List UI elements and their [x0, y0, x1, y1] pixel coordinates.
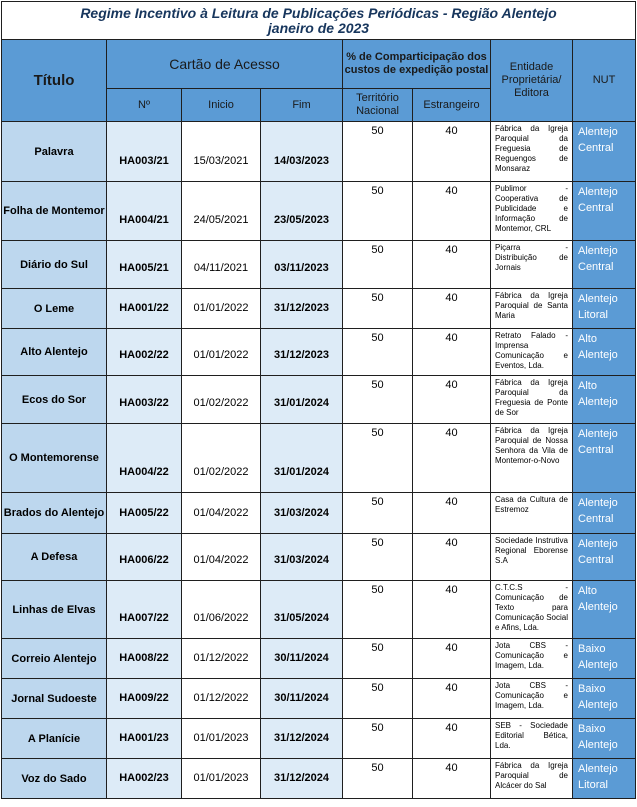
nut-cell: Baixo Alentejo — [573, 719, 636, 759]
num-cell: HA001/23 — [107, 719, 182, 759]
titulo-cell: Correio Alentejo — [2, 639, 107, 679]
fim-cell: 23/05/2023 — [261, 182, 343, 241]
entidade-cell: SEB - Sociedade Editorial Bética, Lda. — [491, 719, 573, 759]
estrangeiro-cell: 40 — [413, 424, 491, 493]
table-row — [2, 534, 636, 581]
inicio-cell: 01/01/2023 — [182, 719, 261, 759]
territorio-cell: 50 — [343, 424, 413, 493]
inicio-cell: 01/12/2022 — [182, 679, 261, 719]
num-cell: HA003/21 — [107, 122, 182, 182]
num-cell: HA002/23 — [107, 759, 182, 799]
num-cell: HA007/22 — [107, 581, 182, 639]
header-num: Nº — [107, 89, 182, 122]
territorio-cell: 50 — [343, 122, 413, 182]
inicio-cell: 01/02/2022 — [182, 424, 261, 493]
table-row — [2, 182, 636, 241]
titulo-cell: Alto Alentejo — [2, 329, 107, 376]
fim-cell: 31/12/2023 — [261, 329, 343, 376]
fim-cell: 31/03/2024 — [261, 493, 343, 534]
nut-cell: Alentejo Central — [573, 122, 636, 182]
titulo-cell: O Leme — [2, 289, 107, 329]
estrangeiro-cell: 40 — [413, 493, 491, 534]
titulo-cell: A Defesa — [2, 534, 107, 581]
num-cell: HA001/22 — [107, 289, 182, 329]
estrangeiro-cell: 40 — [413, 759, 491, 799]
inicio-cell: 04/11/2021 — [182, 241, 261, 289]
entidade-cell: Fábrica da Igreja Paroquial de Nossa Senhora da Vila de Montemor-o-Novo — [491, 424, 573, 493]
estrangeiro-cell: 40 — [413, 581, 491, 639]
num-cell: HA005/21 — [107, 241, 182, 289]
num-cell: HA008/22 — [107, 639, 182, 679]
nut-cell: Alentejo Litoral — [573, 289, 636, 329]
inicio-cell: 01/04/2022 — [182, 493, 261, 534]
title-line-2: janeiro de 2023 — [267, 20, 370, 36]
entidade-cell: Publimor - Cooperativa de Publicidade e Informação de Montemor, CRL — [491, 182, 573, 241]
estrangeiro-cell: 40 — [413, 534, 491, 581]
nut-cell: Alto Alentejo — [573, 581, 636, 639]
titulo-cell: Folha de Montemor — [2, 182, 107, 241]
nut-cell: Alentejo Central — [573, 424, 636, 493]
territorio-cell: 50 — [343, 241, 413, 289]
table-row — [2, 719, 636, 759]
header-territorio: Território Nacional — [343, 89, 413, 122]
num-cell: HA002/22 — [107, 329, 182, 376]
header-estrangeiro: Estrangeiro — [413, 89, 491, 122]
header-inicio: Inicio — [182, 89, 261, 122]
page-title — [2, 2, 636, 40]
nut-cell: Alto Alentejo — [573, 329, 636, 376]
num-cell: HA009/22 — [107, 679, 182, 719]
header-cartao-acesso: Cartão de Acesso — [107, 40, 343, 89]
inicio-cell: 24/05/2021 — [182, 182, 261, 241]
fim-cell: 31/12/2024 — [261, 759, 343, 799]
inicio-cell: 01/12/2022 — [182, 639, 261, 679]
fim-cell: 14/03/2023 — [261, 122, 343, 182]
territorio-cell: 50 — [343, 376, 413, 424]
num-cell: HA006/22 — [107, 534, 182, 581]
titulo-cell: O Montemorense — [2, 424, 107, 493]
estrangeiro-cell: 40 — [413, 679, 491, 719]
entidade-cell: Fábrica da Igreja Paroquial de Alcácer do Sal — [491, 759, 573, 799]
num-cell: HA005/22 — [107, 493, 182, 534]
nut-cell: Alentejo Litoral — [573, 759, 636, 799]
entidade-cell: Fábrica da Igreja Paroquial da Freguesia de Reguengos de Monsaraz — [491, 122, 573, 182]
fim-cell: 30/11/2024 — [261, 639, 343, 679]
table-row — [2, 241, 636, 289]
fim-cell: 30/11/2024 — [261, 679, 343, 719]
territorio-cell: 50 — [343, 534, 413, 581]
entidade-cell: Casa da Cultura de Estremoz — [491, 493, 573, 534]
estrangeiro-cell: 40 — [413, 289, 491, 329]
inicio-cell: 01/01/2022 — [182, 289, 261, 329]
estrangeiro-cell: 40 — [413, 122, 491, 182]
nut-cell: Alentejo Central — [573, 534, 636, 581]
inicio-cell: 15/03/2021 — [182, 122, 261, 182]
titulo-cell: Ecos do Sor — [2, 376, 107, 424]
fim-cell: 31/12/2024 — [261, 719, 343, 759]
territorio-cell: 50 — [343, 759, 413, 799]
header-comparticipacao: % de Comparticipação dos custos de expedição postal — [343, 40, 491, 89]
estrangeiro-cell: 40 — [413, 182, 491, 241]
nut-cell: Alentejo Central — [573, 182, 636, 241]
fim-cell: 31/05/2024 — [261, 581, 343, 639]
fim-cell: 31/12/2023 — [261, 289, 343, 329]
num-cell: HA003/22 — [107, 376, 182, 424]
table-row — [2, 376, 636, 424]
entidade-cell: Jota CBS - Comunicação e Imagem, Lda. — [491, 679, 573, 719]
territorio-cell: 50 — [343, 581, 413, 639]
territorio-cell: 50 — [343, 182, 413, 241]
fim-cell: 03/11/2023 — [261, 241, 343, 289]
territorio-cell: 50 — [343, 679, 413, 719]
num-cell: HA004/22 — [107, 424, 182, 493]
titulo-cell: Palavra — [2, 122, 107, 182]
titulo-cell: Linhas de Elvas — [2, 581, 107, 639]
entidade-cell: Retrato Falado - Imprensa Comunicação e Eventos, Lda. — [491, 329, 573, 376]
nut-cell: Alentejo Central — [573, 241, 636, 289]
num-cell: HA004/21 — [107, 182, 182, 241]
fim-cell: 31/01/2024 — [261, 424, 343, 493]
territorio-cell: 50 — [343, 639, 413, 679]
estrangeiro-cell: 40 — [413, 639, 491, 679]
estrangeiro-cell: 40 — [413, 376, 491, 424]
table-row — [2, 122, 636, 182]
inicio-cell: 01/01/2022 — [182, 329, 261, 376]
territorio-cell: 50 — [343, 329, 413, 376]
table-row — [2, 759, 636, 799]
table-row — [2, 329, 636, 376]
header-row-1 — [2, 40, 636, 89]
entidade-cell: Fábrica da Igreja Paroquial da Freguesia de Ponte de Sor — [491, 376, 573, 424]
title-line-1: Regime Incentivo à Leitura de Publicações Periódicas - Região Alentejo — [80, 5, 557, 21]
table-row — [2, 493, 636, 534]
titulo-cell: Brados do Alentejo — [2, 493, 107, 534]
entidade-cell: Piçarra - Distribuição de Jornais — [491, 241, 573, 289]
table-row — [2, 679, 636, 719]
table-row — [2, 289, 636, 329]
table-row — [2, 581, 636, 639]
estrangeiro-cell: 40 — [413, 719, 491, 759]
table-row — [2, 424, 636, 493]
header-entidade: Entidade Proprietária/ Editora — [491, 40, 573, 122]
title-row — [2, 2, 636, 40]
header-titulo: Título — [2, 40, 107, 122]
table-row — [2, 639, 636, 679]
header-nut: NUT — [573, 40, 636, 122]
nut-cell: Baixo Alentejo — [573, 679, 636, 719]
nut-cell: Alto Alentejo — [573, 376, 636, 424]
entidade-cell: Fábrica da Igreja Paroquial de Santa Maria — [491, 289, 573, 329]
titulo-cell: Diário do Sul — [2, 241, 107, 289]
fim-cell: 31/03/2024 — [261, 534, 343, 581]
nut-cell: Alentejo Central — [573, 493, 636, 534]
header-fim: Fim — [261, 89, 343, 122]
inicio-cell: 01/02/2022 — [182, 376, 261, 424]
nut-cell: Baixo Alentejo — [573, 639, 636, 679]
inicio-cell: 01/04/2022 — [182, 534, 261, 581]
territorio-cell: 50 — [343, 289, 413, 329]
estrangeiro-cell: 40 — [413, 329, 491, 376]
titulo-cell: A Planície — [2, 719, 107, 759]
entidade-cell: Jota CBS - Comunicação e Imagem, Lda. — [491, 639, 573, 679]
inicio-cell: 01/06/2022 — [182, 581, 261, 639]
titulo-cell: Jornal Sudoeste — [2, 679, 107, 719]
titulo-cell: Voz do Sado — [2, 759, 107, 799]
publications-table — [1, 1, 636, 799]
territorio-cell: 50 — [343, 719, 413, 759]
inicio-cell: 01/01/2023 — [182, 759, 261, 799]
entidade-cell: Sociedade Instrutiva Regional Eborense S.A — [491, 534, 573, 581]
entidade-cell: C.T.C.S - Comunicação de Texto para Comunicação Social e Afins, Lda. — [491, 581, 573, 639]
estrangeiro-cell: 40 — [413, 241, 491, 289]
territorio-cell: 50 — [343, 493, 413, 534]
fim-cell: 31/01/2024 — [261, 376, 343, 424]
